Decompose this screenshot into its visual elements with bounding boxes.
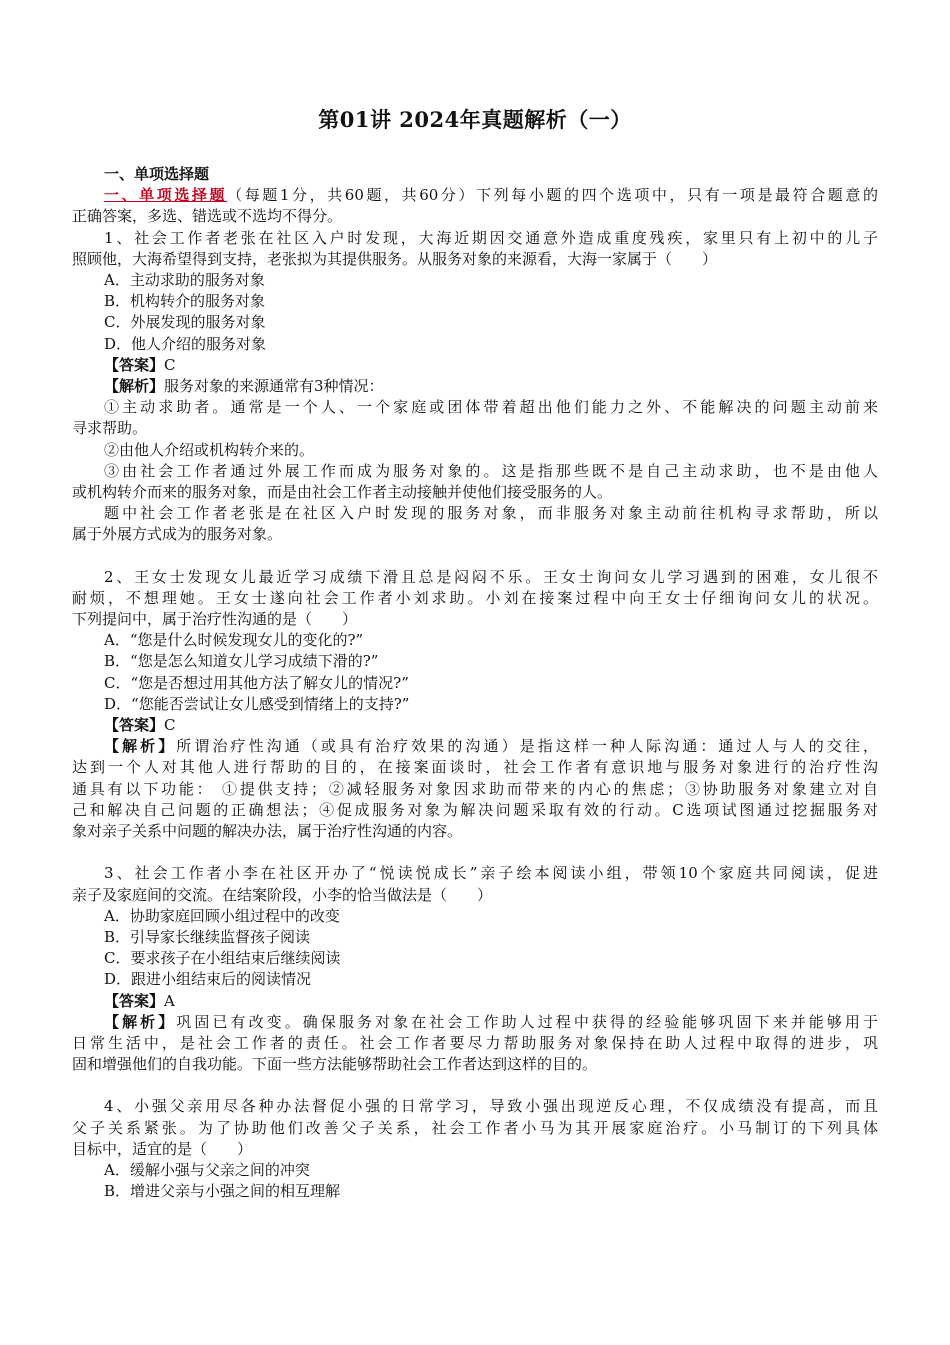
q2-analysis-label: 【解析】 xyxy=(104,737,177,756)
q3-option-a: A．协助家庭回顾小组过程中的改变 xyxy=(104,906,340,925)
q3-stem-line-1: 3、社会工作者小李在社区开办了“悦读悦成长”亲子绘本阅读小组，带领10个家庭共同阅读，促进 xyxy=(104,864,878,883)
q3-answer-value: A xyxy=(164,991,175,1010)
q1-analysis-line-1 xyxy=(72,376,878,397)
q2-option-c: C．“您是否想过用其他方法了解女儿的情况?” xyxy=(104,673,409,692)
section-intro-text: （每题1分，共60题，共60分）下列每小题的四个选项中，只有一项是最符合题意的 xyxy=(227,186,878,205)
q2-analysis-text: 所谓治疗性沟通（或具有治疗效果的沟通）是指这样一种人际沟通：通过人与人的交往， xyxy=(176,737,878,756)
q3-analysis-line-2: 日常生活中，是社会工作者的责任。社会工作者要尽力帮助服务对象保持在助人过程中取得的进步，巩 xyxy=(72,1033,878,1052)
q1-analysis-line-2: ①主动求助者。通常是一个人、一个家庭或团体带着超出他们能力之外、不能解决的问题主动前来 xyxy=(104,398,878,417)
q3-option-c: C．要求孩子在小组结束后继续阅读 xyxy=(104,949,341,968)
q1-stem-line-2: 照顾他，大海希望得到支持，老张拟为其提供服务。从服务对象的来源看，大海一家属于（ ） xyxy=(72,249,718,268)
q4-stem-line-1: 4、小强父亲用尽各种办法督促小强的日常学习，导致小强出现逆反心理，不仅成绩没有提高，而且 xyxy=(104,1097,878,1116)
q3-option-d: D．跟进小组结束后的阅读情况 xyxy=(104,970,312,989)
section-intro-line-1 xyxy=(72,185,878,206)
page-title: 第01讲 2024年真题解析（一） xyxy=(318,107,632,132)
q3-analysis-line-1 xyxy=(72,1012,878,1033)
q1-option-a: A．主动求助的服务对象 xyxy=(104,271,265,290)
q2-analysis-line-3: 通具有以下功能： ①提供支持；②减轻服务对象因求助而带来的内心的焦虑；③协助服务对象建立对自 xyxy=(72,779,878,798)
q1-answer xyxy=(72,355,878,376)
q3-stem-line-2: 亲子及家庭间的交流。在结案阶段，小李的恰当做法是（ ） xyxy=(72,885,493,904)
q4-stem-line-3: 目标中，适宜的是（ ） xyxy=(72,1139,253,1158)
q3-analysis-label: 【解析】 xyxy=(104,1012,177,1031)
q1-option-c: C．外展发现的服务对象 xyxy=(104,313,266,332)
q2-answer-label: 【答案】 xyxy=(104,716,165,735)
section-intro-line-2: 正确答案，多选、错选或不选均不得分。 xyxy=(72,207,343,226)
q1-analysis-line-3: 寻求帮助。 xyxy=(72,419,148,438)
spacer xyxy=(72,546,878,567)
q4-stem-line-2: 父子关系紧张。为了协助他们改善父子关系，社会工作者小马为其开展家庭治疗。小马制订的下列具体 xyxy=(72,1118,878,1137)
q2-stem-line-3: 下列提问中，属于治疗性沟通的是（ ） xyxy=(72,610,358,629)
section-heading: 一、单项选择题 xyxy=(104,165,210,183)
q1-analysis-line-8: 属于外展方式成为的服务对象。 xyxy=(72,525,283,544)
q1-analysis-label: 【解析】 xyxy=(104,377,165,396)
q3-analysis-line-3: 固和增强他们的自我功能。下面一些方法能够帮助社会工作者达到这样的目的。 xyxy=(72,1055,598,1074)
q2-option-a: A．“您是什么时候发现女儿的变化的?” xyxy=(104,631,364,650)
spacer xyxy=(72,842,878,863)
q2-answer xyxy=(72,715,878,736)
q1-answer-label: 【答案】 xyxy=(104,355,165,374)
spacer xyxy=(72,1075,878,1096)
q1-analysis-text: 服务对象的来源通常有3种情况： xyxy=(164,377,384,396)
q2-option-d: D．“您能否尝试让女儿感受到情绪上的支持?” xyxy=(104,694,410,713)
q3-answer xyxy=(72,991,878,1012)
q1-answer-value: C xyxy=(164,355,176,374)
q2-analysis-line-5: 象对亲子关系中问题的解决办法，属于治疗性沟通的内容。 xyxy=(72,822,463,841)
q2-analysis-line-1 xyxy=(72,736,878,757)
q2-stem-line-2: 耐烦，不想理她。王女士遂向社会工作者小刘求助。小刘在接案过程中向王女士仔细询问女儿的状况。 xyxy=(72,588,878,607)
q2-answer-value: C xyxy=(164,716,176,735)
q3-analysis-text: 巩固已有改变。确保服务对象在社会工作助人过程中获得的经验能够巩固下来并能够用于 xyxy=(176,1012,878,1031)
q1-analysis-line-5: ③由社会工作者通过外展工作而成为服务对象的。这是指那些既不是自己主动求助，也不是由他人 xyxy=(104,461,878,480)
q2-stem-line-1: 2、王女士发现女儿最近学习成绩下滑且总是闷闷不乐。王女士询问女儿学习遇到的困难，女儿很不 xyxy=(104,567,878,586)
q1-analysis-line-7: 题中社会工作者老张是在社区入户时发现的服务对象，而非服务对象主动前往机构寻求帮助，所以 xyxy=(104,504,878,523)
q3-option-b: B．引导家长继续监督孩子阅读 xyxy=(104,927,311,946)
q2-option-b: B．“您是怎么知道女儿学习成绩下滑的?” xyxy=(104,652,379,671)
q1-option-b: B．机构转介的服务对象 xyxy=(104,292,266,311)
q4-option-b: B．增进父亲与小强之间的相互理解 xyxy=(104,1182,341,1201)
q1-option-d: D．他人介绍的服务对象 xyxy=(104,334,267,353)
section-intro-label: 一、单项选择题 xyxy=(104,186,228,205)
q2-analysis-line-4: 己和解决自己问题的正确想法；④促成服务对象为解决问题采取有效的行动。C选项试图通过挖掘服务对 xyxy=(72,800,878,819)
q4-option-a: A．缓解小强与父亲之间的冲突 xyxy=(104,1160,310,1179)
q2-analysis-line-2: 达到一个人对其他人进行帮助的目的，在接案面谈时，社会工作者有意识地与服务对象进行的治疗性沟 xyxy=(72,758,878,777)
q1-analysis-line-6: 或机构转介而来的服务对象，而是由社会工作者主动接触并使他们接受服务的人。 xyxy=(72,483,613,502)
q1-analysis-line-4: ②由他人介绍或机构转介来的。 xyxy=(104,440,315,459)
document-body xyxy=(72,164,878,1202)
q3-answer-label: 【答案】 xyxy=(104,991,165,1010)
q1-stem-line-1: 1、社会工作者老张在社区入户时发现，大海近期因交通意外造成重度残疾，家里只有上初中的儿子 xyxy=(104,228,878,247)
